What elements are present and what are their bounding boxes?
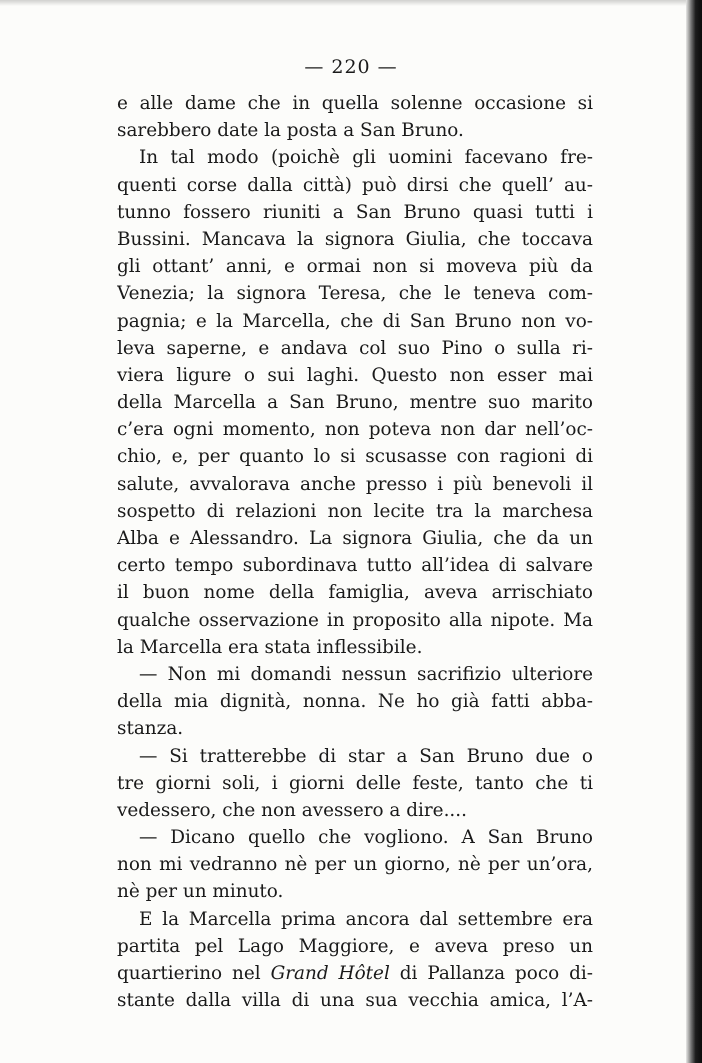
page-binding-shadow (686, 0, 702, 1063)
text-line: tre giorni soli, i giorni delle feste, tanto che ti (117, 772, 593, 794)
text-line: partita pel Lago Maggiore, e aveva preso un (117, 935, 593, 957)
text-segment: di Pallanza poco di- (389, 963, 593, 984)
text-line: la Marcella era stata inflessibile. (117, 636, 423, 658)
text-line: stanza. (117, 718, 184, 740)
text-line: Venezia; la signora Teresa, che le teneva com- (117, 283, 593, 305)
text-line: E la Marcella prima ancora dal settembre era (139, 908, 593, 930)
text-line: c’era ogni momento, non poteva non dar nell’oc- (117, 419, 593, 441)
text-line: In tal modo (poichè gli uomini facevano fre- (139, 147, 593, 169)
text-line (117, 960, 593, 987)
text-line: tunno fossero riuniti a San Bruno quasi tutti i (117, 201, 593, 223)
text-line: e alle dame che in quella solenne occasione si (117, 93, 593, 114)
text-line: qualche osservazione in proposito alla nipote. Ma (117, 609, 593, 631)
text-line: chio, e, per quanto lo si scusasse con ragioni di (117, 446, 593, 468)
text-line: nè per un minuto. (117, 881, 284, 903)
text-line: — Si tratterebbe di star a San Bruno due o (139, 745, 593, 767)
text-segment: quartierino nel (117, 963, 271, 984)
text-line: quenti corse dalla città) può dirsi che quell’ au- (117, 174, 593, 196)
text-line: Alba e Alessandro. La signora Giulia, che da un (117, 528, 593, 549)
text-line: — Non mi domandi nessun sacrifizio ulteriore (139, 663, 593, 685)
text-line: leva saperne, e andava col suo Pino o sulla ri- (117, 337, 593, 359)
text-line: vedessero, che non avessero a dire.... (117, 799, 467, 821)
text-line: pagnia; e la Marcella, che di San Bruno non vo- (117, 310, 593, 332)
text-line: Bussini. Mancava la signora Giulia, che toccava (117, 228, 593, 250)
text-line: gli ottant’ anni, e ormai non si moveva più da (117, 256, 593, 278)
page-top-shadow (0, 0, 702, 6)
text-line: della Marcella a San Bruno, mentre suo marito (117, 392, 593, 414)
text-line: salute, avvalorava anche presso i più benevoli il (117, 473, 593, 495)
italic-text: Grand Hôtel (270, 963, 390, 984)
text-line: il buon nome della famiglia, aveva arrischiato (117, 582, 593, 604)
text-line: viera ligure o sui laghi. Questo non esser mai (117, 364, 593, 386)
text-line: stante dalla villa di una sua vecchia amica, l’A- (117, 990, 593, 1012)
text-line: sarebbero date la posta a San Bruno. (117, 120, 464, 142)
text-line: certo tempo subordinava tutto all’idea di salvare (117, 555, 593, 577)
text-line: della mia dignità, nonna. Ne ho già fatti abba- (117, 691, 593, 713)
text-line: — Dicano quello che vogliono. A San Bruno (139, 827, 593, 849)
text-line: non mi vedranno nè per un giorno, nè per un’ora, (117, 854, 593, 876)
text-line: sospetto di relazioni non lecite tra la marchesa (117, 500, 593, 522)
page-number: — 220 — (304, 56, 398, 78)
body-text (117, 90, 593, 1014)
